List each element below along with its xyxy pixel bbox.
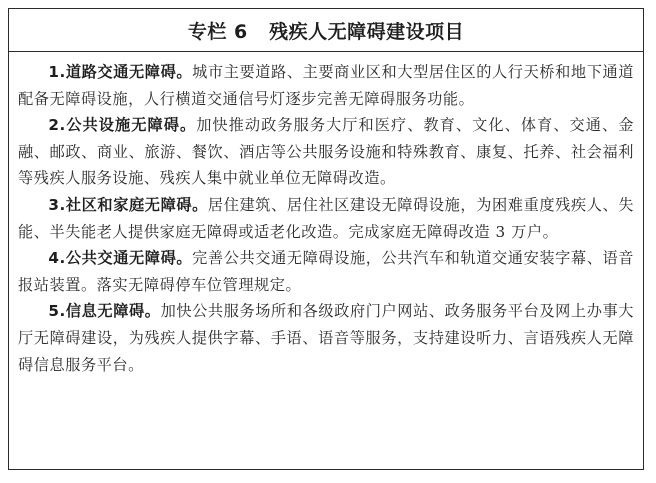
- item-heading: 4.公共交通无障碍。: [48, 249, 193, 268]
- item-public-facilities: [18, 112, 634, 192]
- item-community-home: [18, 192, 634, 245]
- column-header: [9, 9, 643, 52]
- item-heading: 5.信息无障碍。: [48, 302, 161, 321]
- item-heading: 1.道路交通无障碍。: [48, 63, 193, 81]
- item-body: 加快公共服务场所和各级政府门户网站、政务服务平台及网上办事大厅无障碍建设，为残疾人提供字幕、手语、语音等服务，支持建设听力、言语残疾人无障碍信息服务平台。: [18, 302, 634, 374]
- item-body: 加快推动政务服务大厅和医疗、教育、文化、体育、交通、金融、邮政、商业、旅游、餐饮、酒店等公共服务设施和特殊教育、康复、托养、社会福利等残疾人服务设施、残疾人集中就业单位无障碍改造。: [18, 116, 634, 188]
- item-heading: 3.社区和家庭无障碍。: [48, 195, 208, 214]
- item-heading: 2.公共设施无障碍。: [48, 116, 197, 135]
- column-title: 专栏 6 残疾人无障碍建设项目: [187, 20, 465, 43]
- item-body: 城市主要道路、主要商业区和大型居住区的人行天桥和地下通道配备无障碍设施，人行横道交通信号灯逐步完善无障碍服务功能。: [18, 63, 634, 108]
- column-box: [8, 8, 644, 470]
- item-road-traffic: [18, 59, 634, 112]
- item-public-transport: [18, 245, 634, 298]
- item-body: 居住建筑、居住社区建设无障碍设施，为困难重度残疾人、失能、半失能老人提供家庭无障碍或适老化改造。完成家庭无障碍改造 3 万户。: [18, 195, 634, 241]
- item-body: 完善公共交通无障碍设施，公共汽车和轨道交通安装字幕、语音报站装置。落实无障碍停车位管理规定。: [18, 249, 634, 294]
- column-content: [9, 52, 643, 378]
- item-information: [18, 298, 634, 378]
